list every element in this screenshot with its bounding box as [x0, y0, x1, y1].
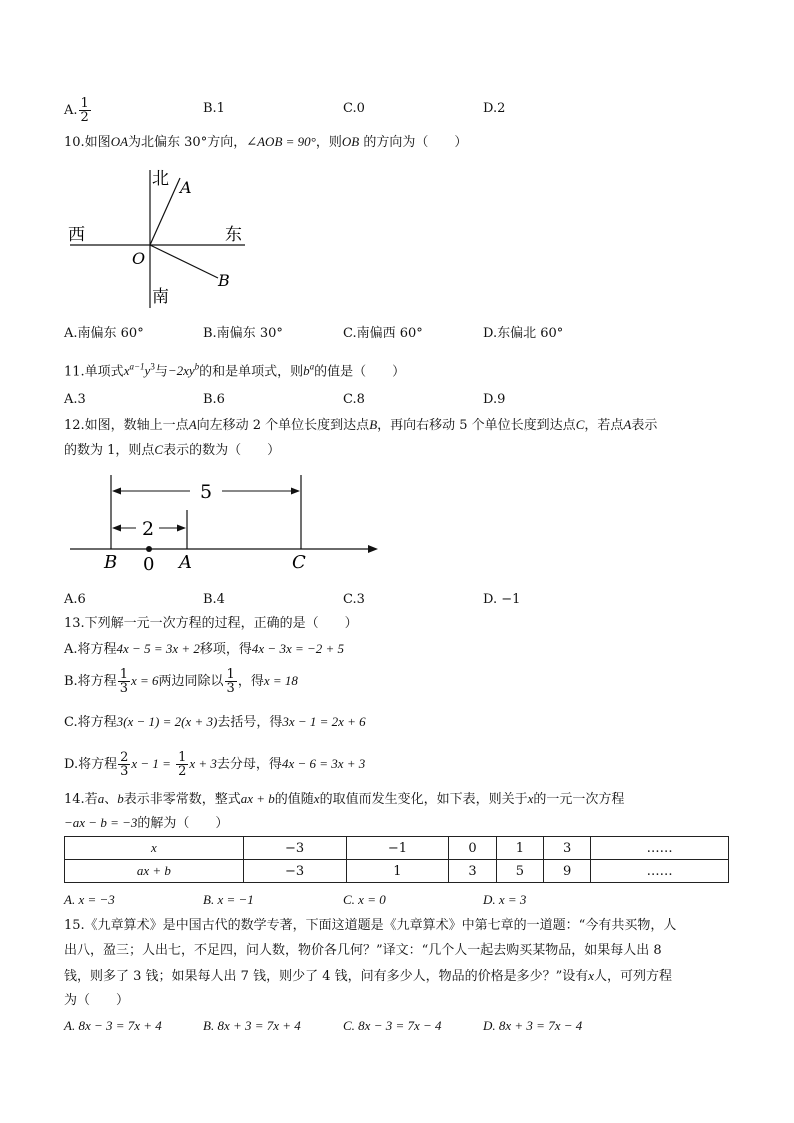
- table-cell: ……: [591, 837, 729, 860]
- q12-stem-line2: 的数为 1，则点C表示的数为（ ）: [64, 442, 281, 458]
- table-cell: 3: [543, 837, 590, 860]
- q10-ob: OB: [341, 134, 360, 149]
- q14-value-table: [64, 836, 729, 883]
- q9-option-b: B.1: [203, 101, 225, 116]
- table-row: [65, 837, 729, 860]
- q12-label-c: C: [292, 552, 306, 573]
- q11-option-d: D.9: [483, 392, 506, 407]
- table-cell: ……: [591, 860, 729, 883]
- q13-option-d: D.将方程 $\frac{2}{3}$ x − 1 = $\frac{1}{2}$ x + 3去分母，得4x − 6 = 3x + 3: [64, 750, 366, 779]
- table-cell: 1: [496, 837, 543, 860]
- q15-stem-line4: 为（ ）: [64, 993, 130, 1008]
- table-cell: 1: [346, 860, 449, 883]
- q12-option-a: A.6: [64, 592, 86, 607]
- table-cell: −3: [243, 860, 346, 883]
- table-cell: 5: [496, 860, 543, 883]
- q11-term1: $x^{a-1}y^3$: [123, 362, 155, 379]
- q14-stem-line2: −ax − b = −3的解为（ ）: [64, 815, 229, 831]
- q9-option-c: C.0: [343, 101, 365, 116]
- table-cell: ax + b: [65, 860, 244, 883]
- q10-angle-aob: ∠AOB = 90°: [246, 134, 316, 149]
- q13-option-c: C.将方程3(x − 1) = 2(x + 3)去括号，得3x − 1 = 2x + 6: [64, 714, 366, 730]
- q15-option-b: B. 8x + 3 = 7x + 4: [203, 1018, 301, 1033]
- q10-label-north: 北: [152, 169, 169, 189]
- q10-direction-figure: [60, 160, 260, 310]
- q13-b-divisor-fraction: $\frac{1}{3}$: [226, 667, 235, 696]
- q10-stem: 10.如图OA为北偏东 30°方向，∠AOB = 90°，则OB 的方向为（ ）: [64, 134, 468, 150]
- q12-arrow-2-right: [177, 525, 186, 532]
- q10-label-o: O: [132, 249, 146, 268]
- q10-option-d: D.东偏北 60°: [483, 326, 564, 341]
- q10-label-south: 南: [152, 287, 169, 307]
- q12-label-b: B: [104, 552, 118, 573]
- q12-label-a: A: [179, 552, 192, 573]
- q11-stem: 11.单项式$x^{a-1}y^3$与$-2xy^b$的和是单项式，则$b^a$的值是（ ）: [64, 362, 406, 380]
- q13-stem: 13.下列解一元一次方程的过程，正确的是（ ）: [64, 616, 358, 631]
- q11-option-b: B.6: [203, 392, 225, 407]
- table-row: [65, 860, 729, 883]
- table-cell: −3: [243, 837, 346, 860]
- q15-stem-line1: 15.《九章算术》是中国古代的数学专著，下面这道题是《九章算术》中第七章的一道题：“今有共买物，人: [64, 918, 677, 933]
- q11-term2: $-2xy^b$: [167, 362, 200, 379]
- q12-arrow-5-left: [112, 488, 121, 495]
- q10-label-a: A: [180, 178, 192, 197]
- q15-option-d: D. 8x + 3 = 7x − 4: [483, 1018, 583, 1033]
- q10-option-c: C.南偏西 60°: [343, 326, 423, 341]
- q10-label-east: 东: [225, 225, 242, 245]
- q10-option-b: B.南偏东 30°: [203, 326, 283, 341]
- q9-option-d: D.2: [483, 101, 506, 116]
- q10-label-b: B: [218, 271, 230, 290]
- q13-b-fraction: $\frac{1}{3}$: [119, 667, 128, 696]
- q14-stem-line1: 14.若a、b表示非零常数，整式ax + b的值随x的取值而发生变化，如下表，则关于x的一元一次方程: [64, 791, 625, 807]
- q13-option-a: A.将方程4x − 5 = 3x + 2移项，得4x − 3x = −2 + 5: [64, 641, 345, 657]
- q15-stem-line3: 钱，则多了 3 钱；如果每人出 7 钱，则少了 4 钱，问有多少人，物品的价格是多少？”设有x人，可列方程: [64, 968, 673, 984]
- q14-option-c: C. x = 0: [343, 892, 386, 907]
- table-cell: −1: [346, 837, 449, 860]
- q12-label-2: 2: [142, 518, 155, 540]
- q12-number-line-arrow: [368, 545, 378, 553]
- table-cell: x: [65, 837, 244, 860]
- q12-stem-line1: 12.如图，数轴上一点A向左移动 2 个单位长度到达点B，再向右移动 5 个单位长度到达点C，若点A表示: [64, 417, 658, 433]
- q15-option-c: C. 8x − 3 = 7x − 4: [343, 1018, 442, 1033]
- q12-option-c: C.3: [343, 592, 365, 607]
- q10-ray-ob: [150, 245, 218, 278]
- q9-option-a: [64, 97, 92, 124]
- q12-arrow-5-right: [291, 488, 300, 495]
- table-cell: 9: [543, 860, 590, 883]
- q12-label-5: 5: [200, 481, 213, 503]
- q12-number-line-figure: [60, 470, 390, 578]
- q12-option-d: D. −1: [483, 592, 521, 607]
- q11-option-a: A.3: [64, 392, 86, 407]
- q12-label-0: 0: [143, 554, 155, 575]
- q11-option-c: C.8: [343, 392, 365, 407]
- q10-option-a: A.南偏东 60°: [64, 326, 144, 341]
- table-cell: 0: [449, 837, 496, 860]
- q10-label-west: 西: [68, 225, 85, 245]
- q9-option-a-label: A.: [64, 103, 78, 118]
- q11-b-power-a: $b^a$: [303, 362, 315, 379]
- q14-option-d: D. x = 3: [483, 892, 527, 907]
- q15-stem-line2: 出八，盈三；人出七，不足四，问人数，物价各几何？”译文：“几个人一起去购买某物品，如果每人出 8: [64, 943, 662, 958]
- q9-option-a-fraction: $\frac{1}{2}$: [80, 96, 89, 125]
- table-cell: 3: [449, 860, 496, 883]
- q12-origin-dot: [146, 546, 152, 552]
- q12-arrow-2-left: [112, 525, 121, 532]
- q13-d-fraction-1: $\frac{2}{3}$: [120, 750, 129, 779]
- q13-option-b: B.将方程 $\frac{1}{3}$ x = 6两边同除以 $\frac{1}{3}$ ，得x = 18: [64, 667, 298, 696]
- q12-option-b: B.4: [203, 592, 225, 607]
- q10-oa: OA: [110, 134, 129, 149]
- q14-option-b: B. x = −1: [203, 892, 254, 907]
- q15-option-a: A. 8x − 3 = 7x + 4: [64, 1018, 162, 1033]
- q14-option-a: A. x = −3: [64, 892, 115, 907]
- q13-d-fraction-2: $\frac{1}{2}$: [178, 750, 187, 779]
